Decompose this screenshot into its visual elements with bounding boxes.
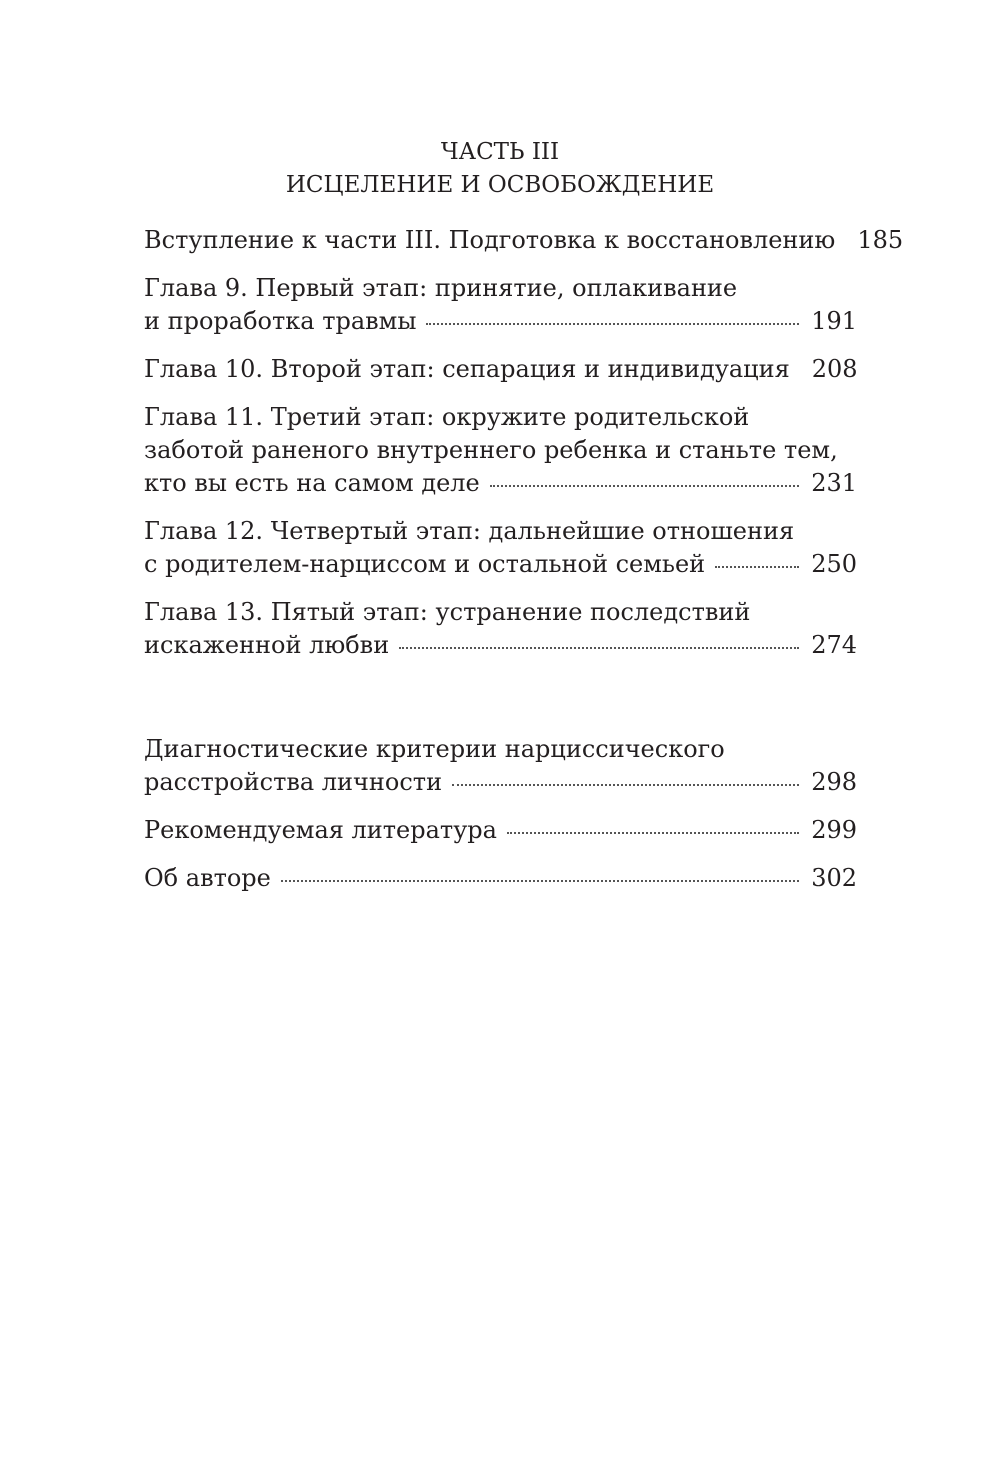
toc-entry[interactable]	[144, 353, 857, 386]
entry-title-line: Рекомендуемая литература	[144, 816, 497, 844]
toc-entry[interactable]	[144, 272, 857, 338]
entry-title-line: с родителем-нарциссом и остальной семьей	[144, 550, 706, 578]
entry-title-line: Диагностические критерии нарциссического	[144, 735, 725, 763]
toc-entry[interactable]	[144, 401, 857, 500]
page-number: 208	[811, 355, 858, 383]
dot-leader	[507, 831, 799, 834]
entry-title-line: Вступление к части III. Подготовка к восстановлению	[144, 226, 836, 254]
entry-title-line: Глава 12. Четвертый этап: дальнейшие отношения	[144, 517, 795, 545]
entry-title-line: кто вы есть на самом деле	[144, 469, 480, 497]
dot-leader	[452, 783, 799, 786]
toc-entry[interactable]	[144, 814, 857, 847]
part-title: ИСЦЕЛЕНИЕ И ОСВОБОЖДЕНИЕ	[285, 172, 715, 198]
dot-leader	[281, 879, 799, 882]
page-number: 299	[811, 816, 857, 844]
entry-title-line: Глава 13. Пятый этап: устранение последствий	[144, 598, 751, 626]
entry-title-line: заботой раненого внутреннего ребенка и станьте тем,	[144, 436, 838, 464]
dot-leader	[715, 565, 799, 568]
back-matter-list	[144, 733, 857, 910]
entry-title-line: Об авторе	[144, 864, 271, 892]
dot-leader	[399, 646, 799, 649]
dot-leader	[490, 484, 799, 487]
page-number: 191	[811, 307, 857, 335]
entry-title-line: Глава 10. Второй этап: сепарация и индивидуация	[144, 355, 790, 383]
entry-title-line: и проработка травмы	[144, 307, 417, 335]
page-number: 250	[811, 550, 857, 578]
toc-entry[interactable]	[144, 733, 857, 799]
toc-entry[interactable]	[144, 224, 904, 257]
dot-leader	[426, 322, 799, 325]
toc-entry[interactable]	[144, 515, 857, 581]
toc-entry[interactable]	[144, 862, 857, 895]
entry-title-line: расстройства личности	[144, 768, 443, 796]
toc-entry[interactable]	[144, 596, 857, 662]
page-number: 274	[811, 631, 857, 659]
toc-list	[144, 224, 904, 677]
page-number: 185	[857, 226, 904, 254]
page-number: 302	[811, 864, 857, 892]
entry-title-line: Глава 11. Третий этап: окружите родительской	[144, 403, 750, 431]
page-number: 298	[811, 768, 857, 796]
entry-title-line: Глава 9. Первый этап: принятие, оплакивание	[144, 274, 738, 302]
entry-title-line: искаженной любви	[144, 631, 390, 659]
page-number: 231	[811, 469, 857, 497]
part-label: ЧАСТЬ III	[440, 139, 560, 165]
